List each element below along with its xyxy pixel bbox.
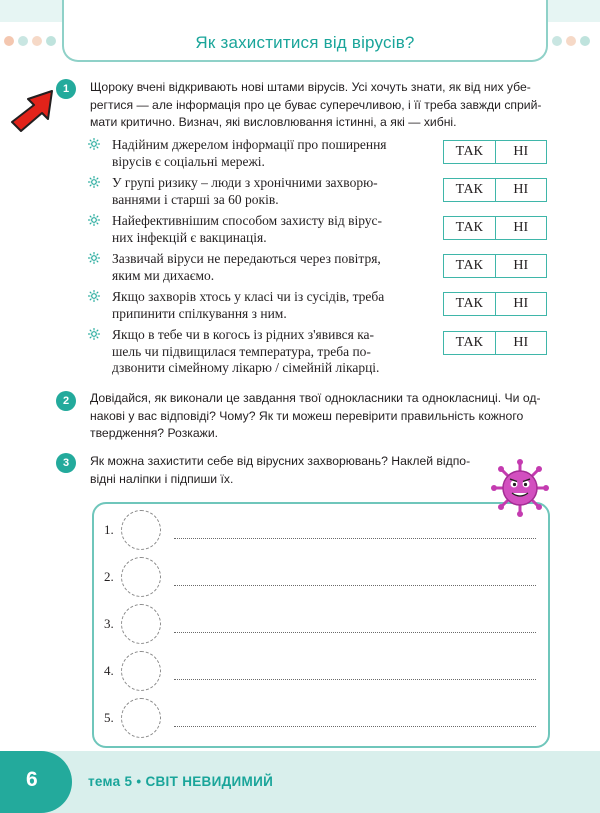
- statement-4: [88, 251, 418, 291]
- statement-line: Найефективнішим способом захисту від вірус-: [112, 213, 383, 228]
- row-number: 1.: [104, 522, 114, 537]
- true-false-box-3: [443, 216, 547, 240]
- false-option[interactable]: НІ: [513, 258, 529, 273]
- true-false-box-1: [443, 140, 547, 164]
- answer-row-5: [94, 698, 548, 740]
- statement-line: дзвонити сімейному лікарю / сімейній лікарці.: [112, 360, 380, 375]
- task-3-badge: 3: [56, 453, 76, 473]
- sticker-slot[interactable]: [121, 604, 161, 644]
- task-3-text: [90, 453, 490, 488]
- red-arrow-icon: [8, 88, 58, 134]
- sun-bullet-icon: [88, 328, 100, 340]
- statement-5: [88, 289, 418, 329]
- sticker-answer-box: [92, 502, 550, 748]
- page-number-badge: [0, 751, 72, 813]
- true-option[interactable]: ТАК: [444, 179, 496, 201]
- sun-bullet-icon: [88, 138, 100, 150]
- task-2-line: Довідайся, як виконали це завдання твої однокласники та однокласниці. Чи од-: [90, 391, 541, 405]
- statement-line: них інфекцій є вакцинація.: [112, 229, 267, 245]
- page-number: 6: [26, 768, 38, 791]
- row-number: 3.: [104, 616, 114, 631]
- statement-3: [88, 213, 418, 253]
- caption-line[interactable]: [174, 585, 536, 586]
- true-false-box-4: [443, 254, 547, 278]
- statement-text: [112, 251, 418, 284]
- page-title: Як захиститися від вірусів?: [195, 33, 415, 52]
- sun-bullet-icon: [88, 290, 100, 302]
- caption-line[interactable]: [174, 726, 536, 727]
- task-1-line: Щороку вчені відкривають нові штами вірусів. Усі хочуть знати, як від них убе-: [90, 80, 531, 94]
- task-1-text: [90, 79, 550, 132]
- caption-line[interactable]: [174, 632, 536, 633]
- task-3-line: відні наліпки і підпиши їх.: [90, 471, 234, 486]
- task-2-line: накові у вас відповіді? Чому? Як ти можеш перевірити правильність кожного: [90, 408, 524, 423]
- answer-row-1: [94, 510, 548, 552]
- statement-text: [112, 213, 418, 246]
- statement-line: Якщо захворів хтось у класі чи із сусідів, треба: [112, 289, 385, 304]
- title-card: [62, 0, 548, 62]
- caption-line[interactable]: [174, 538, 536, 539]
- footer-topic: тема 5 • СВІТ НЕВИДИМИЙ: [88, 774, 274, 789]
- virus-character-icon: [490, 458, 550, 518]
- statement-2: [88, 175, 418, 215]
- statement-text: [112, 289, 418, 322]
- statement-text: [112, 327, 418, 377]
- statement-line: ваннями і старші за 60 років.: [112, 191, 279, 207]
- task-1-line: регтися — але інформація про це буває суперечливою, і її треба завжди сприй-: [90, 97, 542, 112]
- task-2-line: твердження? Розкажи.: [90, 426, 219, 440]
- statement-1: [88, 137, 418, 177]
- task-2-text: [90, 390, 550, 443]
- sun-bullet-icon: [88, 252, 100, 264]
- true-option[interactable]: ТАК: [444, 217, 496, 239]
- statement-line: Якщо в тебе чи в когось із рідних з'явився ка-: [112, 327, 375, 342]
- true-false-box-6: [443, 331, 547, 355]
- true-option[interactable]: ТАК: [444, 255, 496, 277]
- statement-line: У групі ризику – люди з хронічними захворю-: [112, 175, 378, 190]
- statement-line: вірусів є соціальні мережі.: [112, 153, 265, 169]
- true-false-box-2: [443, 178, 547, 202]
- task-1-badge: 1: [56, 79, 76, 99]
- true-option[interactable]: ТАК: [444, 141, 496, 163]
- statement-line: Зазвичай віруси не передаються через повітря,: [112, 251, 381, 266]
- true-option[interactable]: ТАК: [444, 332, 496, 354]
- caption-line[interactable]: [174, 679, 536, 680]
- row-number: 5.: [104, 710, 114, 725]
- true-option[interactable]: ТАК: [444, 293, 496, 315]
- sun-bullet-icon: [88, 214, 100, 226]
- sticker-slot[interactable]: [121, 557, 161, 597]
- decor-dots-left: [4, 36, 68, 46]
- false-option[interactable]: НІ: [513, 335, 529, 350]
- false-option[interactable]: НІ: [513, 220, 529, 235]
- task-3-line: Як можна захистити себе від вірусних захворювань? Наклей відпо-: [90, 454, 471, 468]
- true-false-box-5: [443, 292, 547, 316]
- row-number: 2.: [104, 569, 114, 584]
- row-number: 4.: [104, 663, 114, 678]
- sun-bullet-icon: [88, 176, 100, 188]
- statement-line: яким ми дихаємо.: [112, 267, 215, 283]
- statement-6: [88, 327, 418, 383]
- sticker-slot[interactable]: [121, 510, 161, 550]
- answer-row-4: [94, 651, 548, 693]
- false-option[interactable]: НІ: [513, 144, 529, 159]
- sticker-slot[interactable]: [121, 698, 161, 738]
- task-1-line: мати критично. Визнач, які висловлювання істинні, а які — хибні.: [90, 115, 457, 129]
- statement-line: шель чи підвищилася температура, треба по-: [112, 343, 371, 359]
- answer-row-3: [94, 604, 548, 646]
- answer-row-2: [94, 557, 548, 599]
- statement-text: [112, 137, 418, 170]
- statement-line: Надійним джерелом інформації про поширення: [112, 137, 387, 152]
- statement-text: [112, 175, 418, 208]
- statement-line: припинити спілкування з ним.: [112, 305, 287, 321]
- task-2-badge: 2: [56, 391, 76, 411]
- sticker-slot[interactable]: [121, 651, 161, 691]
- false-option[interactable]: НІ: [513, 182, 529, 197]
- false-option[interactable]: НІ: [513, 296, 529, 311]
